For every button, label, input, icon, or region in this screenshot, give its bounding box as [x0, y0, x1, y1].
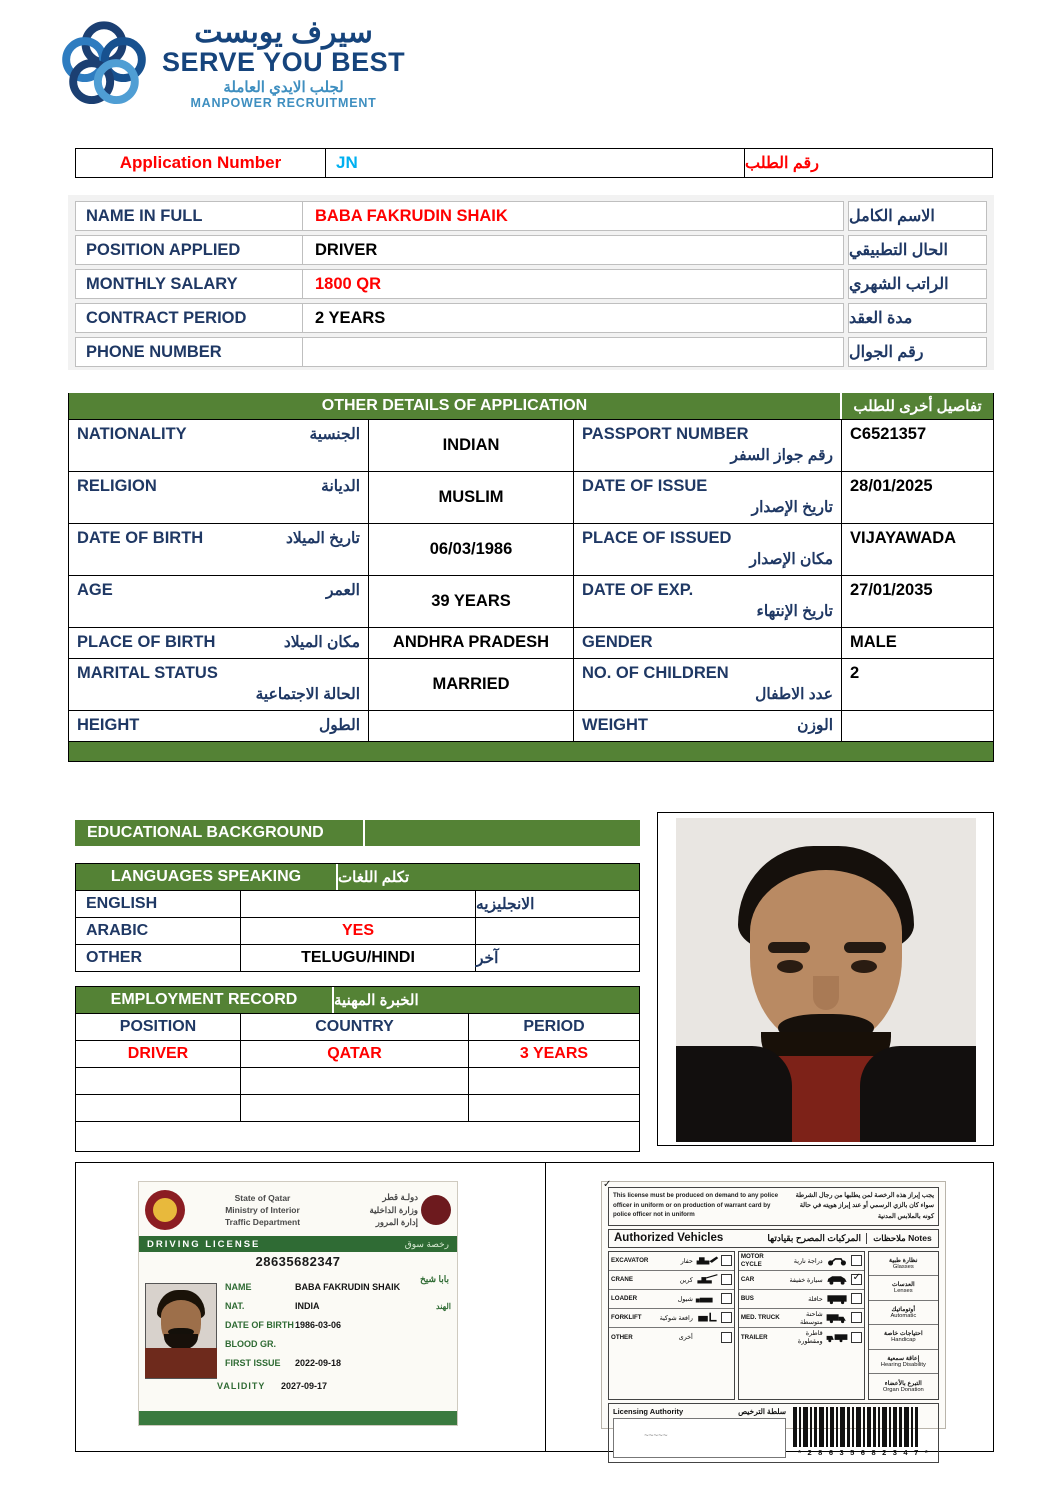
- note-row: [869, 1325, 938, 1350]
- logo-english-tagline: MANPOWER RECRUITMENT: [190, 96, 377, 110]
- signature-mark: ~~~~~: [644, 1430, 668, 1440]
- column-header-position: POSITION: [76, 1014, 241, 1040]
- qatar-emblem-icon: [145, 1190, 185, 1230]
- dl-validity-row: [139, 1379, 457, 1391]
- field-arabic-label: الديانة: [321, 478, 360, 495]
- note-row: [869, 1252, 938, 1277]
- educational-background-empty: [365, 820, 640, 846]
- note-row: [869, 1301, 938, 1326]
- dl-title-band: [139, 1236, 457, 1252]
- field-label: NO. OF CHILDREN: [582, 664, 729, 682]
- field-arabic-label: الحالة الاجتماعية: [255, 686, 360, 703]
- application-number-field: [75, 148, 745, 178]
- authorized-vehicles-title-ar: المركبات المصرح بقيادتها: [767, 1232, 861, 1243]
- medium-truck-icon: [825, 1311, 849, 1324]
- field-arabic-label: رقم الجوال: [848, 337, 987, 367]
- vehicle-row: [609, 1290, 734, 1309]
- applicant-photo-frame: [657, 812, 994, 1146]
- field-arabic-label: تاريخ الميلاد: [286, 530, 360, 547]
- note-label-en: Lenses: [893, 1288, 913, 1295]
- language-value[interactable]: YES: [241, 918, 476, 944]
- field-label: GENDER: [582, 633, 653, 651]
- field-arabic-label: عدد الاطفال: [755, 686, 833, 703]
- dl-validity-key: VALIDITY: [217, 1381, 266, 1391]
- dl-issuing-authority-ar: [340, 1191, 418, 1229]
- field-label: DATE OF BIRTH: [77, 529, 204, 547]
- vehicle-checkbox[interactable]: [721, 1312, 732, 1323]
- date-of-birth-label-cell: [69, 524, 369, 575]
- barcode-icon: [793, 1407, 935, 1447]
- field-arabic-label: تاريخ الإنتهاء: [756, 603, 833, 620]
- note-row: [869, 1374, 938, 1399]
- field-label: CONTRACT PERIOD: [75, 303, 303, 333]
- dl-field-key: NAT.: [225, 1301, 245, 1311]
- passport-number-label-cell: [574, 420, 842, 471]
- dl-notice-ar: يجب إبراز هذه الرخصة لمن يطلبها من رجال الشرطة سواء كان بالزي الرسمي أو عند إبراز هويته في حالة كونه بالملابس المدنية: [795, 1192, 934, 1220]
- vehicle-checkbox[interactable]: [721, 1255, 732, 1266]
- table-row: [69, 471, 993, 523]
- note-label-en: Glasses: [892, 1263, 914, 1270]
- nationality-label-cell: [69, 420, 369, 471]
- qatar-traffic-seal-icon: [421, 1195, 451, 1225]
- vehicle-name-ar: شيول: [677, 1295, 693, 1303]
- licensing-authority-ar: سلطة الترخيص: [738, 1406, 786, 1416]
- employment-blank-row: [76, 1121, 639, 1151]
- vehicle-name-ar: كرين: [679, 1276, 693, 1284]
- table-row: [76, 944, 639, 971]
- application-number-row: [75, 148, 993, 178]
- dl-field-row: [225, 1302, 451, 1321]
- other-details-header-ar: تفاصيل أخرى للطلب: [853, 398, 982, 415]
- language-name: ARABIC: [76, 918, 241, 944]
- other-vehicle-icon: [695, 1331, 719, 1344]
- vehicle-name-en: OTHER: [611, 1333, 633, 1341]
- dl-org-ar3: إدارة المرور: [375, 1217, 418, 1228]
- field-arabic-label: تاريخ الإصدار: [751, 499, 833, 516]
- dl-name-arabic: بابا شيخ: [419, 1274, 449, 1284]
- date-of-expiry-label-cell: [574, 576, 842, 627]
- employment-country[interactable]: [241, 1095, 469, 1121]
- vehicle-checkbox[interactable]: [851, 1293, 862, 1304]
- employment-position[interactable]: [76, 1095, 241, 1121]
- dl-validity-value: 2027-09-17: [281, 1381, 328, 1391]
- field-label: PLACE OF ISSUED: [582, 529, 732, 547]
- vehicle-row: [609, 1309, 734, 1328]
- dl-field-value: INDIA: [295, 1301, 320, 1311]
- field-value[interactable]: 1800 QR: [303, 269, 844, 299]
- vehicle-name-en: TRAILER: [740, 1333, 768, 1341]
- employment-period[interactable]: [469, 1068, 639, 1094]
- vehicle-checkbox[interactable]: [721, 1332, 732, 1343]
- logo-arabic-tagline: لجلب الايدي العاملة: [223, 79, 344, 96]
- vehicle-name-en: MOTOR CYCLE: [740, 1253, 764, 1268]
- table-row: [75, 269, 987, 299]
- languages-header-en: LANGUAGES SPEAKING: [76, 864, 338, 890]
- forklift-icon: [695, 1311, 719, 1324]
- age-label-cell: [69, 576, 369, 627]
- table-row: [69, 658, 993, 710]
- note-label-ar: احتياجات خاصة: [883, 1330, 923, 1338]
- employment-position[interactable]: DRIVER: [76, 1041, 241, 1067]
- vehicle-name-en: EXCAVATOR: [611, 1257, 649, 1265]
- note-label-en: Automatic: [890, 1312, 917, 1319]
- dl-org-line1: State of Qatar: [234, 1192, 291, 1203]
- dl-field-row: [225, 1283, 451, 1302]
- place-of-issued-value[interactable]: VIJAYAWADA: [850, 529, 957, 547]
- field-arabic-label: مكان الإصدار: [749, 551, 833, 568]
- table-row: [69, 419, 993, 471]
- vehicle-row: [739, 1328, 864, 1347]
- loader-icon: [695, 1292, 719, 1305]
- languages-header-ar: تكلم اللغات: [338, 869, 410, 886]
- dl-front-footer-band: [139, 1411, 457, 1425]
- field-arabic-label: العمر: [325, 582, 360, 599]
- vehicle-name-en: CRANE: [611, 1276, 634, 1284]
- field-value[interactable]: 2 YEARS: [303, 303, 844, 333]
- table-row: [75, 201, 987, 231]
- dl-title-ar: رخصة سوق: [404, 1238, 449, 1249]
- date-of-expiry-value[interactable]: 27/01/2035: [850, 581, 933, 599]
- column-header-period: PERIOD: [523, 1018, 585, 1035]
- vehicle-name-ar: دراجة نارية: [793, 1257, 823, 1265]
- note-label-ar: العدسات: [891, 1281, 915, 1289]
- dl-field-row: [225, 1321, 451, 1340]
- language-value[interactable]: [241, 891, 476, 917]
- place-of-issued-label-cell: [574, 524, 842, 575]
- note-label-ar: إعاقة سمعية: [887, 1354, 920, 1362]
- marital-status-label-cell: [69, 659, 369, 710]
- languages-header: [76, 864, 639, 890]
- notes-header-en: Notes: [908, 1232, 932, 1243]
- field-label: PHONE NUMBER: [75, 337, 303, 367]
- logo-arabic-name: سيرف يوبست: [194, 16, 373, 49]
- notes-header-ar: ملاحظات: [873, 1232, 906, 1243]
- main-details-table: [75, 201, 987, 371]
- excavator-icon: [695, 1254, 719, 1267]
- language-name: OTHER: [76, 945, 241, 971]
- table-row: [76, 890, 639, 917]
- notes-column: [868, 1251, 939, 1400]
- vehicle-name-ar: حافلة: [808, 1295, 823, 1303]
- dl-holder-photo: [145, 1283, 217, 1379]
- bus-icon: [825, 1292, 849, 1305]
- vehicle-name-en: FORKLIFT: [611, 1314, 642, 1322]
- employment-record-header-en: EMPLOYMENT RECORD: [76, 987, 334, 1013]
- application-number-value[interactable]: JN: [336, 153, 358, 172]
- licensing-authority-en: Licensing Authority: [613, 1406, 684, 1416]
- field-arabic-label: الوزن: [797, 717, 833, 734]
- gender-value[interactable]: MALE: [850, 633, 897, 651]
- attached-documents-frame: [75, 1162, 994, 1457]
- field-arabic-label: الاسم الكامل: [848, 201, 987, 231]
- table-row: [75, 235, 987, 265]
- vehicle-name-ar: رافعة شوكية: [659, 1314, 693, 1322]
- vehicle-row: [739, 1290, 864, 1309]
- dl-field-row: [225, 1359, 451, 1378]
- language-name: ENGLISH: [76, 891, 241, 917]
- vehicle-name-en: CAR: [740, 1276, 755, 1284]
- vehicle-row: [739, 1252, 864, 1271]
- religion-value[interactable]: MUSLIM: [369, 472, 574, 523]
- table-row: [69, 523, 993, 575]
- other-details-table: [68, 393, 994, 762]
- vehicle-name-ar: قاطرة ومقطورة: [797, 1330, 823, 1346]
- field-arabic-label: رقم جواز السفر: [730, 447, 833, 464]
- documents-divider: [545, 1163, 546, 1451]
- vehicle-checkbox-checked[interactable]: [851, 1274, 862, 1285]
- dl-field-key: NAME: [225, 1282, 252, 1292]
- application-number-label: Application Number: [76, 149, 326, 177]
- place-of-birth-label-cell: [69, 628, 369, 658]
- employment-record-header: [76, 987, 639, 1013]
- dl-notice-en: This license must be produced on demand to any police officer in uniform or on production of warrant card by police officer not in uniform: [613, 1192, 779, 1219]
- weight-label-cell: [574, 711, 842, 741]
- other-details-footer-bar: [69, 741, 993, 761]
- field-label: NAME IN FULL: [75, 201, 303, 231]
- column-header-country: COUNTRY: [241, 1014, 469, 1040]
- field-label: WEIGHT: [582, 716, 648, 734]
- dl-field-value: 1986-03-06: [295, 1320, 342, 1330]
- field-value[interactable]: BABA FAKRUDIN SHAIK: [303, 201, 844, 231]
- field-label: POSITION APPLIED: [75, 235, 303, 265]
- language-value[interactable]: TELUGU/HINDI: [241, 945, 476, 971]
- employment-record-table: [75, 986, 640, 1152]
- field-value[interactable]: DRIVER: [303, 235, 844, 265]
- field-value[interactable]: [303, 337, 844, 367]
- vehicle-row: [609, 1328, 734, 1347]
- vehicle-categories-grid: [608, 1251, 939, 1400]
- languages-speaking-table: [75, 863, 640, 972]
- note-label-ar: نظارة طبية: [889, 1256, 918, 1264]
- trailer-icon: [825, 1331, 849, 1344]
- vehicle-checkbox[interactable]: [851, 1255, 862, 1266]
- place-of-birth-value[interactable]: ANDHRA PRADESH: [369, 628, 574, 658]
- employment-country[interactable]: [241, 1068, 469, 1094]
- employment-country[interactable]: QATAR: [241, 1041, 469, 1067]
- field-label: RELIGION: [77, 477, 157, 495]
- dl-field-arabic: الهند: [436, 1302, 451, 1311]
- no-of-children-value[interactable]: 2: [850, 664, 860, 682]
- table-row: [76, 1067, 639, 1094]
- logo-english-name: SERVE YOU BEST: [162, 47, 406, 77]
- note-label-en: Hearing Disability: [880, 1361, 926, 1368]
- language-arabic-label: آخر: [476, 949, 499, 967]
- gender-label-cell: [574, 628, 842, 658]
- notes-column-header: [866, 1233, 938, 1244]
- applicant-photo: [676, 818, 976, 1142]
- dl-org-line3: Traffic Department: [224, 1217, 301, 1228]
- height-value[interactable]: [369, 711, 574, 741]
- vehicle-checkbox[interactable]: [721, 1274, 732, 1285]
- note-row: [869, 1350, 938, 1375]
- employment-position[interactable]: [76, 1068, 241, 1094]
- marital-status-value[interactable]: MARRIED: [369, 659, 574, 710]
- vehicle-column-right: [738, 1251, 865, 1400]
- height-label-cell: [69, 711, 369, 741]
- field-label: MARITAL STATUS: [77, 664, 218, 682]
- employment-period[interactable]: 3 YEARS: [519, 1045, 589, 1062]
- driving-license-back-image: [601, 1181, 946, 1457]
- field-arabic-label: مدة العقد: [848, 303, 987, 333]
- vehicle-name-ar: شاحنة متوسطة: [799, 1310, 823, 1326]
- note-label-en: Handicap: [891, 1337, 916, 1344]
- field-label: PLACE OF BIRTH: [77, 633, 216, 651]
- field-arabic-label: مكان الميلاد: [283, 634, 360, 651]
- field-label: HEIGHT: [77, 716, 140, 734]
- field-arabic-label: الحال التطبيقي: [848, 235, 987, 265]
- table-row: [75, 337, 987, 367]
- table-row: [76, 1094, 639, 1121]
- field-label: AGE: [77, 581, 113, 599]
- field-arabic-label: الراتب الشهري: [848, 269, 987, 299]
- vehicle-row: [609, 1252, 734, 1271]
- authorized-vehicles-title-en: Authorized Vehicles: [614, 1232, 724, 1245]
- employment-period[interactable]: [469, 1095, 639, 1121]
- table-row: [69, 710, 993, 741]
- barcode-number: * 2 8 6 3 5 6 8 2 3 4 7 *: [798, 1447, 930, 1457]
- field-label: PASSPORT NUMBER: [582, 425, 749, 443]
- application-number-arabic-label: رقم الطلب: [745, 148, 993, 178]
- table-row: [75, 303, 987, 333]
- vehicle-name-ar: سيارة خفيفة: [789, 1276, 823, 1284]
- vehicle-name-en: LOADER: [611, 1295, 638, 1303]
- educational-background-title: EDUCATIONAL BACKGROUND: [75, 820, 365, 846]
- vehicle-column-left: [608, 1251, 735, 1400]
- note-label-ar: التبرع بالأعضاء: [884, 1379, 922, 1387]
- dl-license-number: 28635682347: [255, 1254, 341, 1269]
- date-of-issue-value[interactable]: 28/01/2025: [850, 477, 933, 495]
- note-label-en: Organ Donation: [882, 1386, 924, 1393]
- serve-you-best-logo-icon: [60, 20, 148, 108]
- religion-label-cell: [69, 472, 369, 523]
- dl-front-header: [139, 1182, 457, 1234]
- language-arabic-label: الانجليزيه: [476, 895, 535, 913]
- language-arabic-label: [476, 918, 639, 944]
- dl-back-notice: [608, 1187, 939, 1226]
- field-label: DATE OF EXP.: [582, 581, 694, 599]
- licensing-authority-section: [608, 1403, 939, 1463]
- signature-box: [613, 1418, 786, 1458]
- dl-org-ar1: دولـة قطر: [382, 1191, 418, 1202]
- passport-number-value[interactable]: C6521357: [850, 425, 927, 443]
- dl-field-key: BLOOD GR.: [225, 1339, 276, 1349]
- field-label: DATE OF ISSUE: [582, 477, 708, 495]
- weight-value[interactable]: [842, 711, 993, 741]
- employment-column-headers: [76, 1013, 639, 1040]
- age-value[interactable]: 39 YEARS: [369, 576, 574, 627]
- dl-field-value: BABA FAKRUDIN SHAIK: [295, 1282, 401, 1292]
- employment-record-header-ar: الخبرة المهنية: [334, 992, 419, 1009]
- note-label-ar: أوتوماتيك: [891, 1305, 916, 1313]
- dl-field-key: DATE OF BIRTH: [225, 1320, 294, 1330]
- nationality-value[interactable]: INDIAN: [369, 420, 574, 471]
- field-label: NATIONALITY: [77, 425, 187, 443]
- dl-field-key: FIRST ISSUE: [225, 1358, 281, 1368]
- dl-issuing-authority-en: [185, 1192, 340, 1229]
- company-logo-header: [60, 18, 405, 110]
- vehicle-name-en: MED. TRUCK: [740, 1314, 780, 1322]
- dl-title-en: DRIVING LICENSE: [147, 1238, 261, 1250]
- table-row: [76, 917, 639, 944]
- field-arabic-label: الطول: [318, 717, 360, 734]
- no-of-children-label-cell: [574, 659, 842, 710]
- vehicle-name-en: BUS: [740, 1295, 754, 1303]
- vehicle-row: [739, 1271, 864, 1290]
- note-row: [869, 1276, 938, 1301]
- date-of-birth-value[interactable]: 06/03/1986: [369, 524, 574, 575]
- vehicle-checkbox[interactable]: [851, 1312, 862, 1323]
- field-arabic-label: الجنسية: [309, 426, 360, 443]
- field-label: MONTHLY SALARY: [75, 269, 303, 299]
- table-row: [76, 1040, 639, 1067]
- car-icon: [825, 1273, 849, 1286]
- authorized-vehicles-header: [608, 1229, 939, 1248]
- other-details-header: [69, 393, 993, 419]
- dl-field-value: 2022-09-18: [295, 1358, 342, 1368]
- table-row: [69, 575, 993, 627]
- other-details-header-en: OTHER DETAILS OF APPLICATION: [69, 393, 842, 419]
- table-row: [69, 627, 993, 658]
- dl-org-ar2: وزارة الداخلية: [369, 1204, 418, 1215]
- motorcycle-icon: [825, 1254, 849, 1267]
- dl-field-row: [225, 1340, 451, 1359]
- dl-field-list: [217, 1283, 451, 1379]
- vehicle-name-ar: أخرى: [678, 1334, 693, 1342]
- vehicle-name-ar: حفار: [680, 1257, 693, 1265]
- educational-background-header: [75, 820, 640, 846]
- barcode-area: [790, 1404, 938, 1462]
- crane-icon: [695, 1273, 719, 1286]
- vehicle-checkbox[interactable]: [721, 1293, 732, 1304]
- vehicle-row: [609, 1271, 734, 1290]
- dl-front-body: [139, 1277, 457, 1379]
- driving-license-front-image: [138, 1181, 458, 1426]
- date-of-issue-label-cell: [574, 472, 842, 523]
- dl-org-line2: Ministry of Interior: [225, 1204, 300, 1215]
- vehicle-row: [739, 1309, 864, 1328]
- vehicle-checkbox[interactable]: [851, 1332, 862, 1343]
